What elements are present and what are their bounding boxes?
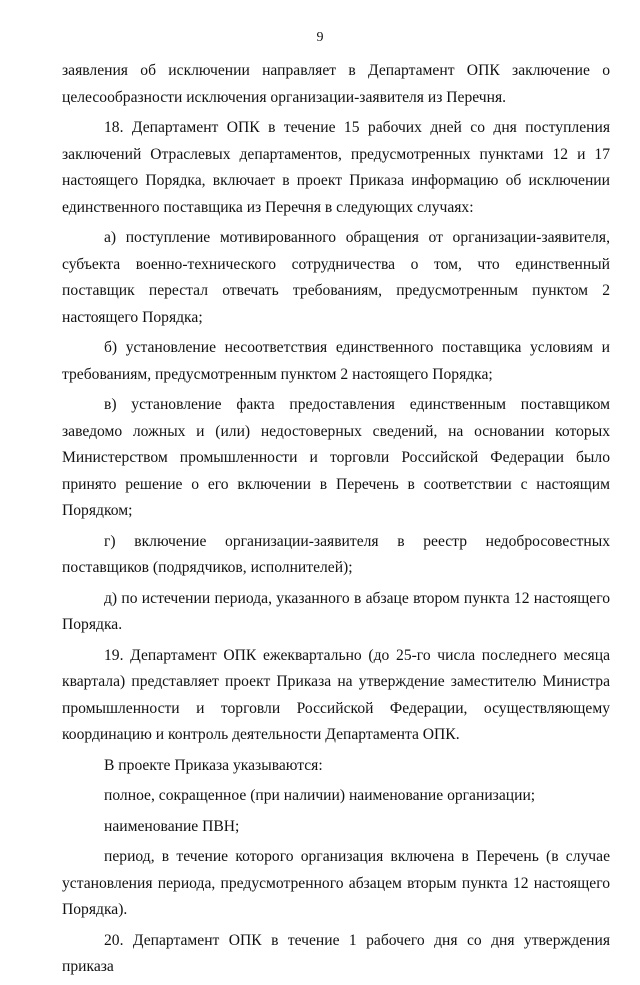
document-body — [62, 58, 610, 985]
paragraph-continuation: заявления об исключении направляет в Департамент ОПК заключение о целесообразности исключения организации-заявителя из Перечня. — [62, 62, 610, 106]
paragraph-item-18: 18. Департамент ОПК в течение 15 рабочих дней со дня поступления заключений Отраслевых департаментов, предусмотренных пунктами 12 и 17 настоящего Порядка, включает в проект Приказа информацию об исключении единственного поставщика из Перечня в следующих случаях: — [62, 119, 610, 216]
paragraph-item-19: 19. Департамент ОПК ежеквартально (до 25-го числа последнего месяца квартала) представляет проект Приказа на утверждение заместителю Министра промышленности и торговли Российской Федерации, осуществляющему координацию и контроль деятельности Департамента ОПК. — [62, 646, 610, 743]
paragraph-subitem-d: д) по истечении периода, указанного в абзаце втором пункта 12 настоящего Порядка. — [62, 589, 610, 633]
paragraph-subitem-v: в) установление факта предоставления единственным поставщиком заведомо ложных и (или) недостоверных сведений, на основании которых Министерством промышленности и торговли Российской Федерации было принято решение о его включении в Перечень в соответствии с настоящим Порядком; — [62, 396, 610, 519]
page-number: 9 — [316, 30, 324, 45]
paragraph-subitem-g: г) включение организации-заявителя в реестр недобросовестных поставщиков (подрядчиков, исполнителей); — [62, 532, 610, 576]
paragraph-list-pvn: наименование ПВН; — [104, 817, 240, 835]
paragraph-item-20: 20. Департамент ОПК в течение 1 рабочего дня со дня утверждения приказа — [62, 931, 610, 975]
paragraph-list-name: полное, сокращенное (при наличии) наименование организации; — [104, 787, 536, 804]
paragraph-subitem-b: б) установление несоответствия единственного поставщика условиям и требованиям, предусмотренным пунктом 2 настоящего Порядка; — [62, 339, 610, 383]
paragraph-subitem-a: а) поступление мотивированного обращения от организации-заявителя, субъекта военно-технического сотрудничества о том, что единственный поставщик перестал отвечать требованиям, предусмотренным пунктом 2 настоящего Порядка; — [62, 229, 610, 326]
paragraph-list-intro: В проекте Приказа указываются: — [104, 756, 323, 774]
paragraph-list-period: период, в течение которого организация включена в Перечень (в случае установления периода, предусмотренного абзацем вторым пункта 12 настоящего Порядка). — [62, 848, 610, 918]
